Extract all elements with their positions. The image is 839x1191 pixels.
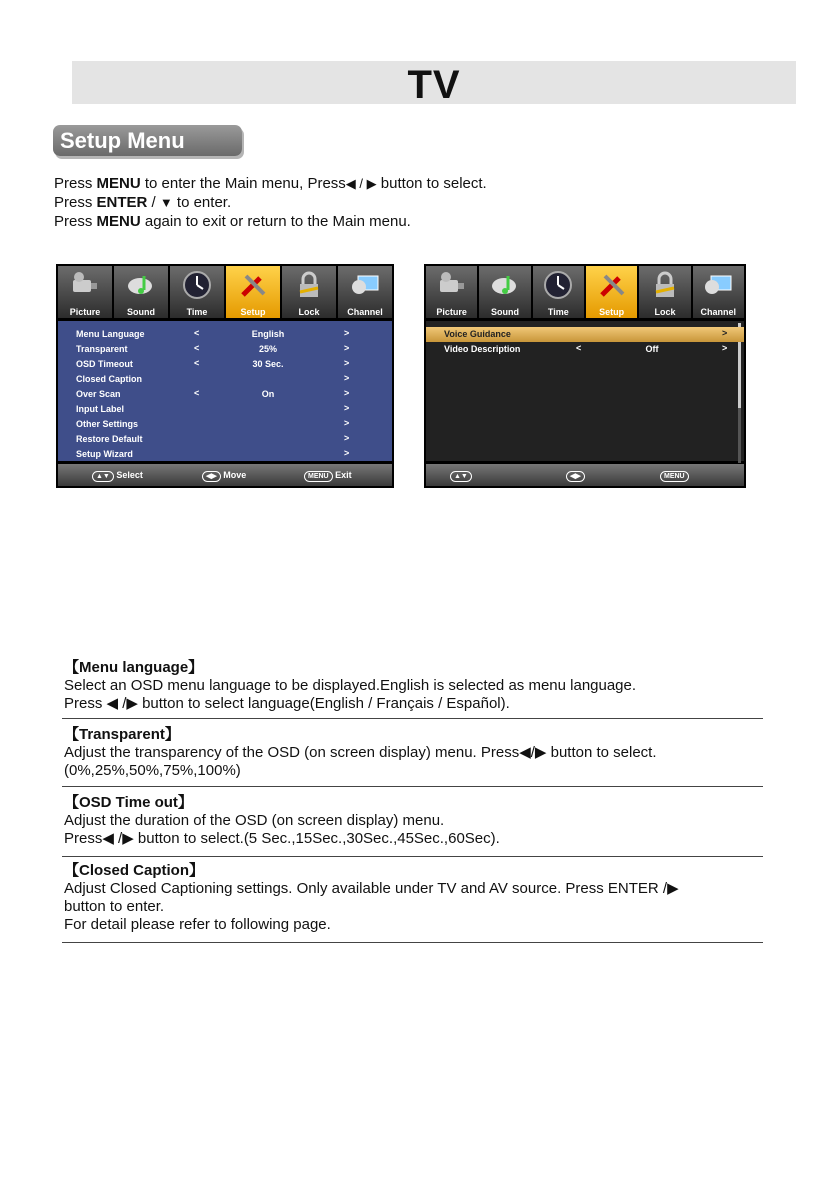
- tab-setup[interactable]: [586, 266, 637, 318]
- camera-icon: [437, 270, 467, 305]
- right-arrow-icon: >: [344, 388, 350, 398]
- tools-icon: [597, 270, 627, 305]
- setup-menu-list: [58, 321, 392, 461]
- left-arrow-icon: <: [194, 388, 200, 398]
- music-note-icon: [490, 270, 520, 305]
- section-heading: [53, 125, 242, 156]
- satellite-dish-icon: [703, 270, 733, 305]
- menu-row-value: Off: [645, 344, 659, 354]
- title-bar: [72, 61, 796, 107]
- tab-channel[interactable]: [693, 266, 744, 318]
- section-title: Setup Menu: [60, 128, 185, 153]
- tab-lock[interactable]: [639, 266, 690, 318]
- menu-row-label: Video Description: [444, 344, 521, 354]
- tab-lock[interactable]: [282, 266, 336, 318]
- menu-row-label: Over Scan: [76, 389, 121, 399]
- osd-timeout-desc: 【OSD Time out】 Adjust the duration of the OSD (on screen display) menu. Press◀ /▶ button to select.(5 Sec.,15Sec.,30Sec.,45Sec.,60Sec).: [64, 794, 500, 847]
- right-arrow-icon: >: [722, 328, 728, 338]
- left-right-arrows-icon: ◀ / ▶: [345, 176, 377, 191]
- clock-icon: [182, 270, 212, 305]
- divider: [62, 856, 763, 857]
- menu-row-label: Setup Wizard: [76, 449, 133, 459]
- left-arrow-icon: <: [194, 358, 200, 368]
- tab-setup[interactable]: [226, 266, 280, 318]
- up-down-key-icon: ▲▼: [92, 471, 114, 482]
- right-arrow-icon: >: [344, 403, 350, 413]
- tab-sound[interactable]: [479, 266, 530, 318]
- satellite-dish-icon: [350, 270, 380, 305]
- tools-icon: [238, 270, 268, 305]
- tab-channel[interactable]: [338, 266, 392, 318]
- menu-row[interactable]: [58, 357, 392, 372]
- left-arrow-icon: <: [194, 343, 200, 353]
- padlock-icon: [650, 270, 680, 305]
- menu-row-value: 30 Sec.: [252, 359, 284, 369]
- page-title: TV: [407, 63, 461, 107]
- menu-row[interactable]: [58, 417, 392, 432]
- right-arrow-icon: >: [344, 328, 350, 338]
- left-right-key-icon: ◀▶: [202, 471, 221, 482]
- divider: [62, 786, 763, 787]
- right-arrow-icon: >: [344, 448, 350, 458]
- menu-row[interactable]: [58, 342, 392, 357]
- setup-menu-screenshot: [56, 264, 394, 488]
- tab-time[interactable]: [533, 266, 584, 318]
- tab-label: Setup: [599, 307, 625, 317]
- menu-row-label: OSD Timeout: [76, 359, 133, 369]
- tab-time[interactable]: [170, 266, 224, 318]
- menu-row-label: Other Settings: [76, 419, 139, 429]
- tab-label: Channel: [347, 307, 383, 317]
- menu-row[interactable]: [58, 372, 392, 387]
- osd-footer: ▲▼ Select ◀▶ Move MENU Exit: [58, 464, 392, 486]
- menu-row-label: Restore Default: [76, 434, 143, 444]
- intro-instructions: [54, 174, 487, 231]
- music-note-icon: [126, 270, 156, 305]
- right-arrow-icon: >: [722, 343, 728, 353]
- left-arrow-icon: <: [576, 343, 582, 353]
- other-settings-list: [426, 321, 744, 461]
- menu-row-value: On: [261, 389, 275, 399]
- right-arrow-icon: >: [344, 343, 350, 353]
- menu-row-label: Input Label: [76, 404, 124, 414]
- closed-caption-desc: 【Closed Caption】 Adjust Closed Captioning settings. Only available under TV and AV source. Press ENTER /▶ button to enter. For detail please refer to following page.: [64, 862, 679, 933]
- right-arrow-icon: >: [344, 433, 350, 443]
- tab-label: Picture: [436, 307, 467, 317]
- intro-line-1: Press MENU to enter the Main menu, Press◀ / ▶ button to select.: [54, 175, 487, 192]
- divider: [62, 942, 763, 943]
- osd-footer: [426, 464, 744, 486]
- intro-line-3: Press MENU again to exit or return to the Main menu.: [54, 213, 411, 230]
- menu-row[interactable]: [58, 432, 392, 447]
- menu-row[interactable]: [426, 342, 744, 357]
- menu-row[interactable]: [58, 402, 392, 417]
- tab-label: Time: [186, 307, 208, 317]
- menu-row[interactable]: [58, 387, 392, 402]
- down-arrow-icon: ▼: [159, 195, 173, 210]
- padlock-icon: [294, 270, 324, 305]
- tab-picture[interactable]: [58, 266, 112, 318]
- clock-icon: [543, 270, 573, 305]
- menu-tab-strip: [426, 266, 744, 318]
- menu-row-label: Menu Language: [76, 329, 145, 339]
- menu-row-value: 25%: [258, 344, 277, 354]
- tab-label: Sound: [127, 307, 155, 317]
- menu-row-label: Transparent: [76, 344, 128, 354]
- menu-row-label: Voice Guidance: [444, 329, 511, 339]
- transparent-desc: 【Transparent】 Adjust the transparency of the OSD (on screen display) menu. Press◀/▶ button to select. (0%,25%,50%,75%,100%): [64, 726, 657, 779]
- up-down-key-icon: ▲▼: [450, 471, 472, 482]
- menu-row[interactable]: [426, 327, 744, 342]
- menu-key-icon: MENU: [660, 471, 689, 482]
- divider: [62, 718, 763, 719]
- left-arrow-icon: <: [194, 328, 200, 338]
- intro-line-2: Press ENTER / ▼ to enter.: [54, 194, 232, 211]
- tab-label: Picture: [69, 307, 101, 317]
- menu-language-desc: 【Menu language】 Select an OSD menu language to be displayed.English is selected as menu language. Press ◀ /▶ button to select language(English / Français / Español).: [64, 659, 637, 712]
- menu-key-icon: MENU: [304, 471, 333, 482]
- menu-tab-strip: [58, 266, 392, 318]
- left-right-key-icon: ◀▶: [566, 471, 585, 482]
- menu-row[interactable]: [58, 447, 392, 462]
- menu-row-value: English: [251, 329, 285, 339]
- tab-label: Lock: [654, 307, 676, 317]
- right-arrow-icon: >: [344, 358, 350, 368]
- tab-label: Lock: [298, 307, 320, 317]
- right-arrow-icon: >: [344, 418, 350, 428]
- tab-label: Setup: [240, 307, 266, 317]
- right-arrow-icon: >: [344, 373, 350, 383]
- menu-row-label: Closed Caption: [76, 374, 143, 384]
- tab-label: Channel: [700, 307, 737, 317]
- tab-sound[interactable]: [114, 266, 168, 318]
- other-settings-screenshot: [424, 264, 746, 488]
- camera-icon: [70, 270, 100, 305]
- tab-label: Sound: [490, 307, 519, 317]
- tab-picture[interactable]: [426, 266, 477, 318]
- tab-label: Time: [547, 307, 569, 317]
- menu-row[interactable]: [58, 327, 392, 342]
